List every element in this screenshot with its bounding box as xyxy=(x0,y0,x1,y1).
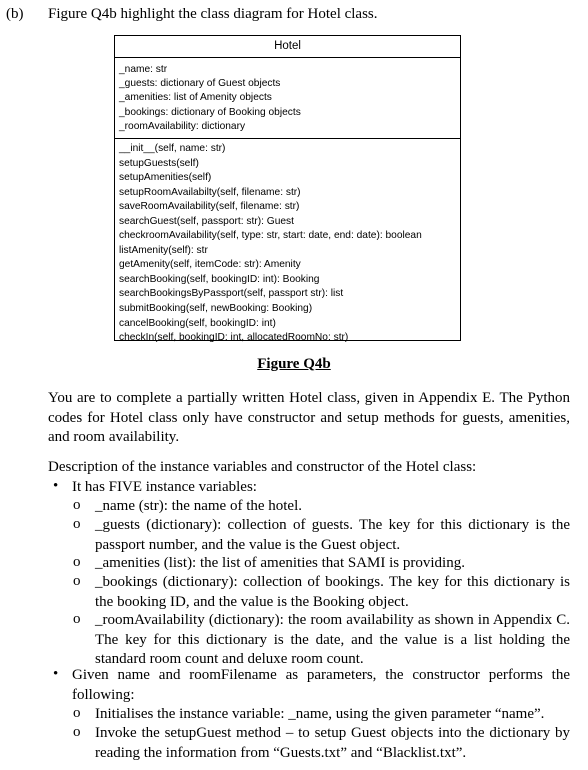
uml-method: searchBookingsByPassport(self, passport str): list xyxy=(119,288,344,300)
bullet-marker: • xyxy=(53,478,59,494)
uml-class-name: Hotel xyxy=(115,36,460,58)
uml-method: checkroomAvailability(self, type: str, start: date, end: date): boolean xyxy=(119,230,422,242)
sub-bullet-item: Initialises the instance variable: _name, using the given parameter “name”. xyxy=(95,706,545,722)
sub-bullet-item: _bookings (dictionary): collection of bookings. The key for this dictionary is the booking ID, and the value is the Booking object. xyxy=(95,574,570,610)
part-label: (b) xyxy=(6,6,24,22)
sub-bullet-item: _amenities (list): the list of amenities that SAMI is providing. xyxy=(95,555,465,571)
uml-method: setupRoomAvailabilty(self, filename: str) xyxy=(119,186,301,198)
uml-attribute: _amenities: list of Amenity objects xyxy=(119,92,272,104)
uml-method: checkIn(self, bookingID: int, allocatedRoomNo: str) xyxy=(119,332,349,344)
paragraph-description: Description of the instance variables and constructor of the Hotel class: xyxy=(48,459,477,475)
sub-bullet-item: _guests (dictionary): collection of guests. The key for this dictionary is the passport number, and the value is the Guest object. xyxy=(95,517,570,553)
uml-methods xyxy=(115,139,460,346)
sub-bullet-marker: o xyxy=(73,705,81,721)
sub-bullet-marker: o xyxy=(73,724,81,740)
sub-bullet-item: _roomAvailability (dictionary): the room availability as shown in Appendix C. The key for this dictionary is the date, and the value is a list holding the standard room count and deluxe room count. xyxy=(95,612,570,667)
bullet-constructor: Given name and roomFilename as parameters, the constructor performs the following: xyxy=(72,667,570,703)
uml-attributes xyxy=(115,58,460,139)
uml-method: setupGuests(self) xyxy=(119,157,199,169)
uml-attribute: _roomAvailability: dictionary xyxy=(119,120,246,132)
sub-bullet-marker: o xyxy=(73,611,81,627)
sub-bullet-marker: o xyxy=(73,516,81,532)
uml-method: submitBooking(self, newBooking: Booking) xyxy=(119,303,313,315)
paragraph-task: You are to complete a partially written Hotel class, given in Appendix E. The Python codes for Hotel class only have constructor and setup methods for guests, amenities, and room availability. xyxy=(48,390,570,445)
sub-bullet-marker: o xyxy=(73,554,81,570)
bullet-instance-variables: It has FIVE instance variables: xyxy=(72,479,257,495)
intro-text: Figure Q4b highlight the class diagram for Hotel class. xyxy=(48,6,378,22)
uml-method: __init__(self, name: str) xyxy=(119,143,226,155)
uml-method: setupAmenities(self) xyxy=(119,172,212,184)
uml-attribute: _bookings: dictionary of Booking objects xyxy=(119,106,301,118)
sub-bullet-item: Invoke the setupGuest method – to setup Guest objects into the dictionary by reading the information from “Guests.txt” and “Blacklist.txt”. xyxy=(95,725,570,761)
sub-bullet-marker: o xyxy=(73,573,81,589)
uml-class-diagram xyxy=(114,35,461,344)
uml-method: getAmenity(self, itemCode: str): Amenity xyxy=(119,259,301,271)
uml-attribute: _guests: dictionary of Guest objects xyxy=(119,78,281,90)
uml-method: listAmenity(self): str xyxy=(119,244,208,256)
uml-method: searchGuest(self, passport: str): Guest xyxy=(119,215,294,227)
uml-method: cancelBooking(self, bookingID: int) xyxy=(119,317,276,329)
uml-method: saveRoomAvailability(self, filename: str) xyxy=(119,201,300,213)
figure-caption: Figure Q4b xyxy=(257,356,331,372)
uml-method: searchBooking(self, bookingID: int): Booking xyxy=(119,273,320,285)
bullet-marker: • xyxy=(53,666,59,682)
uml-attribute: _name: str xyxy=(119,64,168,75)
sub-bullet-item: _name (str): the name of the hotel. xyxy=(95,498,303,514)
sub-bullet-marker: o xyxy=(73,497,81,513)
